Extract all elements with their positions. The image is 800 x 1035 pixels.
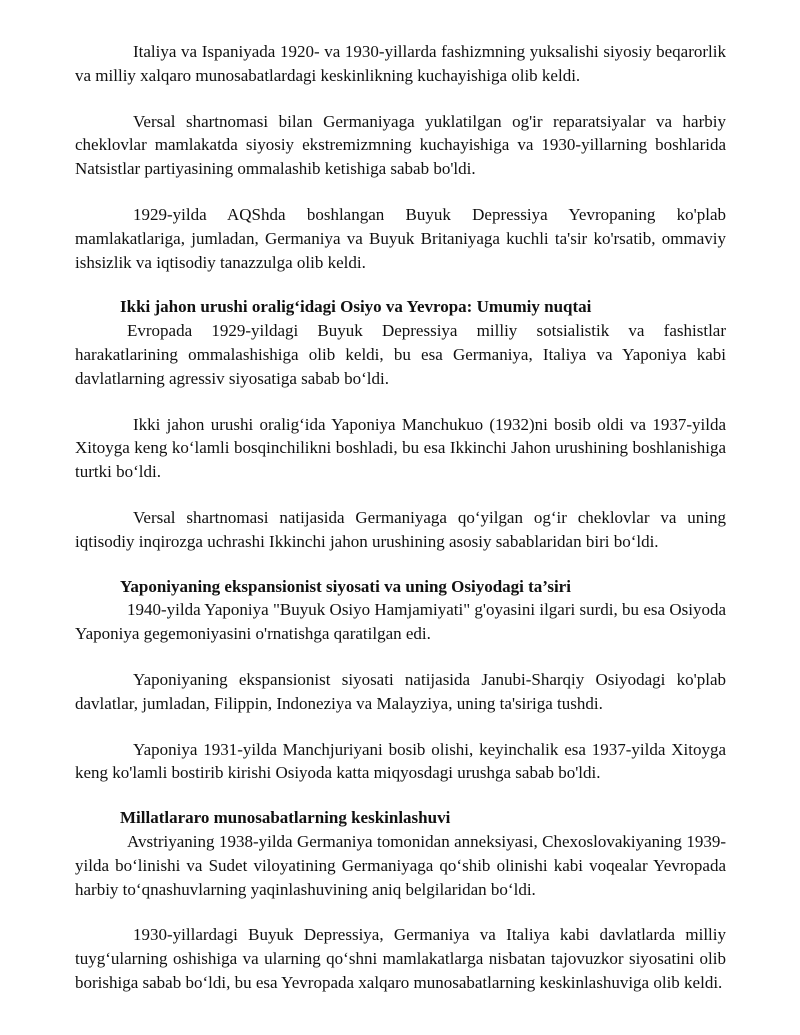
paragraph-manchuria-china: Yaponiya 1931-yilda Manchjuriyani bosib olishi, keyinchalik esa 1937-yilda Xitoyga keng ko'lamli bostirib kirishi Osiyoda katta miqyosdagi urushga sabab bo'ldi. — [75, 739, 726, 783]
paragraph-versailles-reparations: Versal shartnomasi bilan Germaniyaga yuklatilgan og'ir reparatsiyalar va harbiy cheklovlar mamlakatda siyosiy ekstremizmning kuchayishiga va 1930-yillarning boshlarida Natsistlar partiyasining ommalashib ketishiga sabab bo'ldi. — [75, 111, 726, 179]
heading-japan-expansionism: Yaponiyaning ekspansionist siyosati va uning Osiyodagi ta’siri — [120, 576, 571, 596]
paragraph-southeast-asia: Yaponiyaning ekspansionist siyosati natijasida Janubi-Sharqiy Osiyodagi ko'plab davlatlar, jumladan, Filippin, Indoneziya va Malayziya, uning ta'siriga tushdi. — [75, 669, 726, 713]
paragraph-great-depression: 1929-yilda AQShda boshlangan Buyuk Depressiya Yevropaning ko'plab mamlakatlariga, jumladan, Germaniya va Buyuk Britaniyaga kuchli ta'sir ko'rsatib, ommaviy ishsizlik va iqtisodiy tanazzulga olib keldi. — [75, 204, 726, 272]
paragraph-versailles-crisis: Versal shartnomasi natijasida Germaniyaga qo‘yilgan og‘ir cheklovlar va uning iqtisodiy inqirozga uchrashi Ikkinchi jahon urushining asosiy sabablaridan biri bo‘ldi. — [75, 507, 726, 551]
document-page — [75, 40, 726, 1017]
paragraph-nationalism-aggression: 1930-yillardagi Buyuk Depressiya, Germaniya va Italiya kabi davlatlarda milliy tuyg‘ularning oshishiga va ularning qo‘shni mamlakatlarga nisbatan tajovuzkor siyosatini olib borishiga sabab bo‘ldi, bu esa Yevropada xalqaro munosabatlarning keskinlashuviga olib keldi. — [75, 925, 726, 992]
paragraph-depression-europe: Evropada 1929-yildagi Buyuk Depressiya milliy sotsialistik va fashistlar harakatlarining ommalashishiga olib keldi, bu esa Germaniya, Italiya va Yaponiya kabi davlatlarning agressiv siyosatiga sabab bo‘ldi. — [75, 321, 726, 388]
paragraph-anschluss-sudeten: Avstriyaning 1938-yilda Germaniya tomonidan anneksiyasi, Chexoslovakiyaning 1939-yilda bo‘linishi va Sudet viloyatining Germaniyaga qo‘shib olinishi kabi voqealar Yevropada harbiy to‘qnashuvlarning yaqinlashuvining aniq belgilaridan bo‘ldi. — [75, 831, 726, 899]
paragraph-greater-asia: 1940-yilda Yaponiya "Buyuk Osiyo Hamjamiyati" g'oyasini ilgari surdi, bu esa Osiyoda Yaponiya gegemoniyasini o'rnatishga qaratilgan edi. — [75, 600, 726, 644]
heading-international-tensions: Millatlararo munosabatlarning keskinlashuvi — [120, 808, 451, 828]
paragraph-fascism-italy-spain: Italiya va Ispaniyada 1920- va 1930-yillarda fashizmning yuksalishi siyosiy beqarorlik va milliy xalqaro munosabatlardagi keskinlikning kuchayishiga olib keldi. — [75, 42, 726, 85]
paragraph-japan-manchukuo: Ikki jahon urushi oralig‘ida Yaponiya Manchukuo (1932)ni bosib oldi va 1937-yilda Xitoyga keng ko‘lamli bosqinchilikni boshladi, bu esa Ikkinchi Jahon urushining boshlanishiga turtki bo‘ldi. — [75, 414, 726, 482]
heading-interwar-overview: Ikki jahon urushi oralig‘idagi Osiyo va Yevropa: Umumiy nuqtai — [120, 297, 592, 317]
